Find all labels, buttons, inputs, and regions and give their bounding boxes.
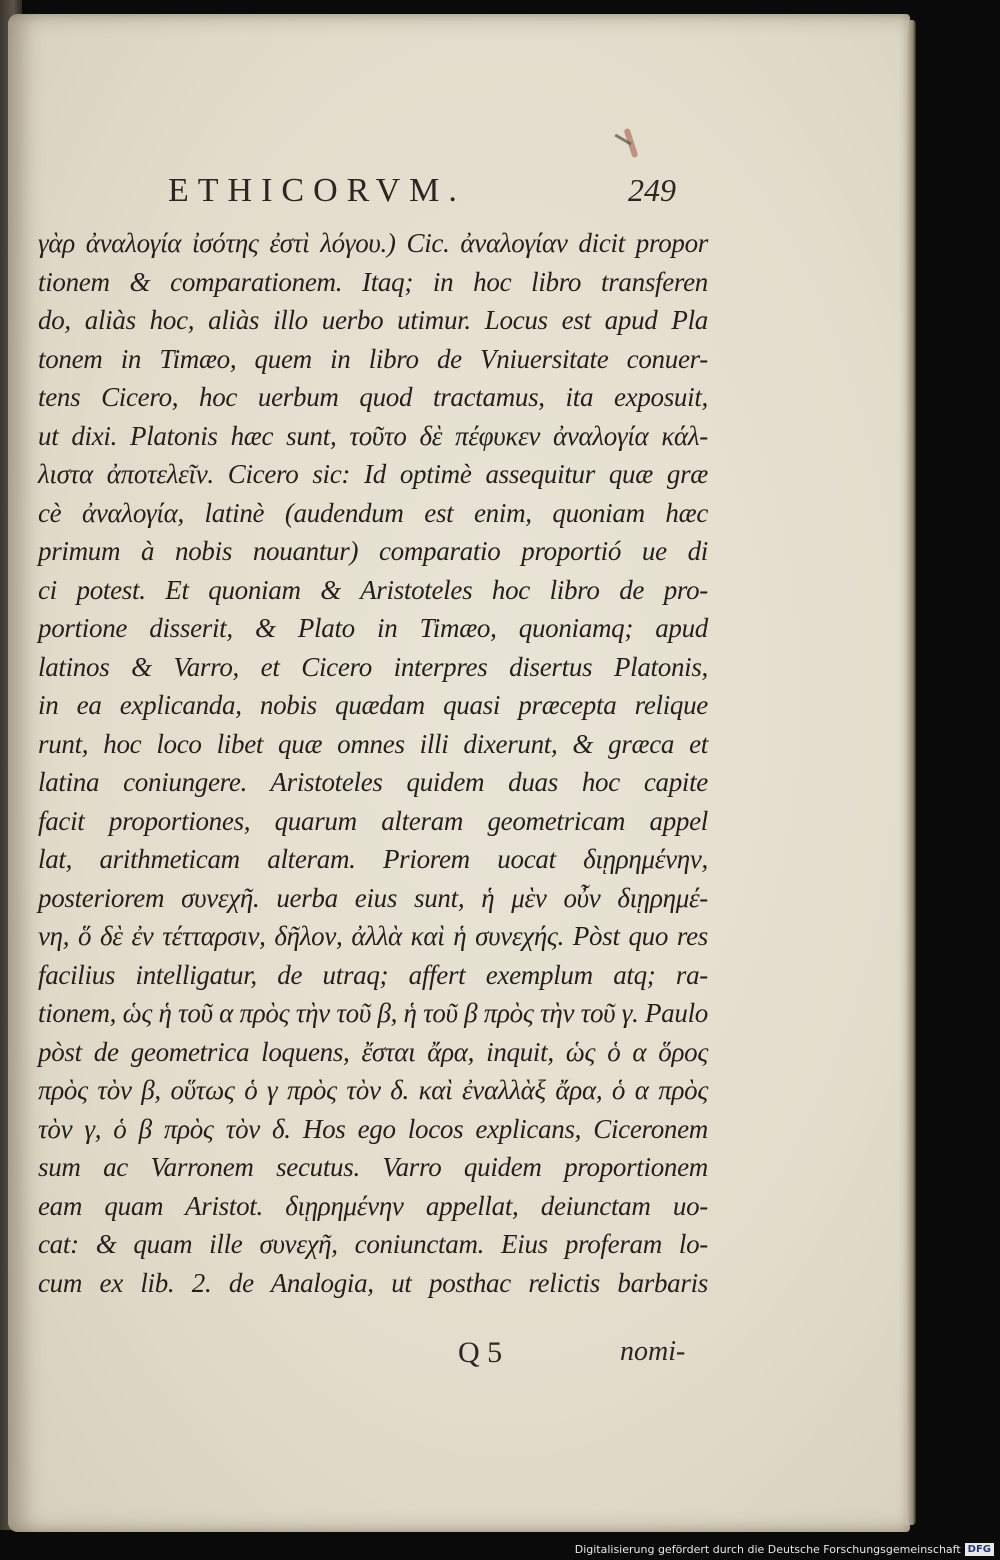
- text-line: ut dixi. Platonis hæc sunt, τοῦτο δὲ πέφυκεν ἀναλογία κάλ-: [38, 420, 708, 451]
- text-line: tionem, ὡς ἡ τοῦ α πρὸς τὴν τοῦ β, ἡ τοῦ β πρὸς τὴν τοῦ γ. Paulo: [38, 998, 708, 1028]
- text-line: λιστα ἀποτελεῖν. Cicero sic: Id optimè assequitur quæ græ: [38, 459, 708, 489]
- dfg-logo-icon: DFG: [965, 1543, 994, 1556]
- body-text: [38, 224, 708, 1302]
- text-line: νη, ὅ δὲ ἐν τέτταρσιν, δῆλον, ἀλλὰ καὶ ἡ συνεχής. Pòst quo res: [38, 921, 708, 951]
- text-line: tionem & comparationem. Itaq; in hoc libro transferen: [38, 266, 708, 297]
- folio-number: 249: [628, 172, 676, 208]
- text-line: πρὸς τὸν β, οὕτως ὁ γ πρὸς τὸν δ. καὶ ἐναλλὰξ ἄρα, ὁ α πρὸς: [38, 1075, 708, 1105]
- page-footer: [8, 1336, 910, 1376]
- text-line: tonem in Timæo, quem in libro de Vniuersitate conuer-: [38, 343, 708, 374]
- text-line: γὰρ ἀναλογία ἰσότης ἐστὶ λόγου.) Cic. ἀναλογίαν dicit propor: [38, 228, 708, 258]
- text-line: sum ac Varronem secutus. Varro quidem proportionem: [38, 1152, 708, 1182]
- running-title: ETHICORVM.: [168, 172, 466, 209]
- text-line: cè ἀναλογία, latinè (audendum est enim, quoniam hæc: [38, 497, 708, 528]
- text-line: posteriorem συνεχῆ. uerba eius sunt, ἡ μὲν οὖν διῃρημέ-: [38, 882, 708, 913]
- text-line: cum ex lib. 2. de Analogia, ut posthac relictis barbaris: [38, 1267, 708, 1298]
- text-line: runt, hoc loco libet quæ omnes illi dixerunt, & græca et: [38, 728, 708, 759]
- digitization-credit: [575, 1543, 994, 1556]
- text-line: facilius intelligatur, de utraq; affert exemplum atq; ra-: [38, 959, 708, 990]
- text-line: τὸν γ, ὁ β πρὸς τὸν δ. Hos ego locos explicans, Ciceronem: [38, 1113, 708, 1144]
- page-header: [8, 172, 910, 212]
- text-line: eam quam Aristot. διῃρημένην appellat, deiunctam uo-: [38, 1190, 708, 1221]
- text-line: do, aliàs hoc, aliàs illo uerbo utimur. Locus est apud Pla: [38, 305, 708, 335]
- credit-text: Digitalisierung gefördert durch die Deutsche Forschungsgemeinschaft: [574, 1543, 961, 1556]
- text-line: tens Cicero, hoc uerbum quod tractamus, ita exposuit,: [38, 382, 708, 412]
- text-line: portione disserit, & Plato in Timæo, quoniamq; apud: [38, 613, 708, 643]
- text-line: latinos & Varro, et Cicero interpres disertus Platonis,: [38, 651, 708, 682]
- text-line: latina coniungere. Aristoteles quidem duas hoc capite: [38, 767, 708, 797]
- text-line: in ea explicanda, nobis quædam quasi præcepta relique: [38, 690, 708, 720]
- signature-mark: Q 5: [458, 1336, 503, 1369]
- text-line: primum à nobis nouantur) comparatio proportió ue di: [38, 536, 708, 566]
- text-line: pòst de geometrica loquens, ἔσται ἄρα, inquit, ὡς ὁ α ὅρος: [38, 1036, 708, 1067]
- page-edge: [906, 20, 916, 1525]
- text-line: lat, arithmeticam alteram. Priorem uocat διῃρημένην,: [38, 844, 708, 874]
- text-line: cat: & quam ille συνεχῆ, coniunctam. Eius proferam lo-: [38, 1229, 708, 1259]
- text-line: ci potest. Et quoniam & Aristoteles hoc libro de pro-: [38, 574, 708, 605]
- catchword: nomi-: [620, 1336, 686, 1367]
- text-line: facit proportiones, quarum alteram geometricam appel: [38, 805, 708, 836]
- book-page: [8, 14, 910, 1532]
